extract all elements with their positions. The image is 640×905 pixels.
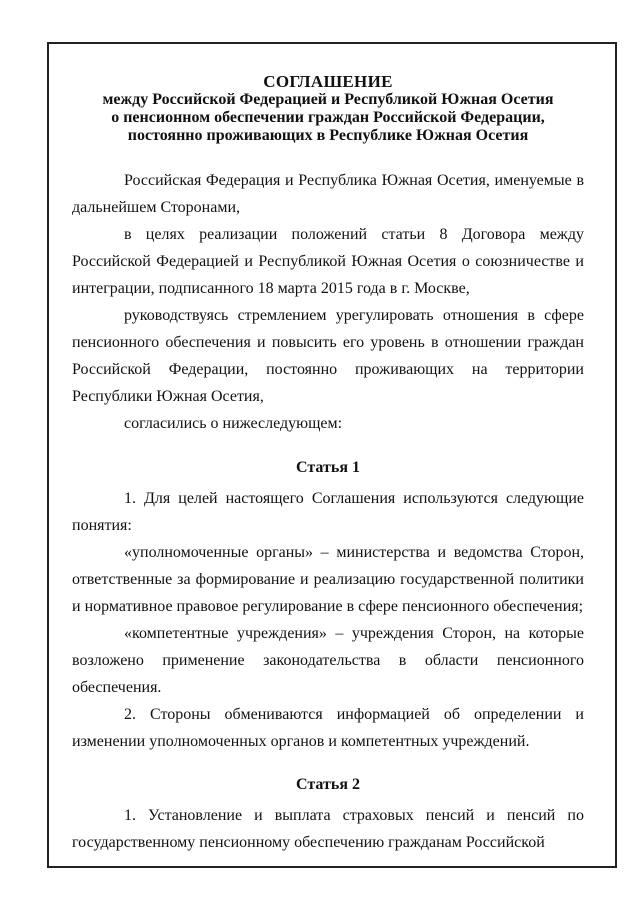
title-line-2: о пенсионном обеспечении граждан Российской Федерации, — [111, 109, 545, 126]
preamble-paragraph: согласились о нижеследующем: — [124, 415, 343, 432]
preamble-paragraph: руководствуясь стремлением урегулировать отношения в сфере пенсионного обеспечения и повысить его уровень в отношении граждан Российской Федерации, постоянно проживающих на территории Республики Южная Осетия, — [72, 307, 584, 405]
preamble-paragraph: Российская Федерация и Республика Южная Осетия, именуемые в дальнейшем Сторонами, — [72, 172, 584, 216]
article-1-paragraph: «компетентные учреждения» – учреждения Сторон, на которые возложено применение законодательства в области пенсионного обеспечения. — [72, 625, 584, 696]
document-title — [72, 73, 584, 145]
title-main: СОГЛАШЕНИЕ — [263, 72, 393, 91]
article-1-paragraph: 2. Стороны обмениваются информацией об определении и изменении уполномоченных органов и компетентных учреждений. — [72, 706, 584, 750]
document-body — [72, 73, 584, 856]
article-1-paragraph: «уполномоченные органы» – министерства и ведомства Сторон, ответственные за формирование и реализацию государственной политики и нормативное правовое регулирование в сфере пенсионного обеспечения; — [72, 544, 584, 615]
preamble-paragraph: в целях реализации положений статьи 8 Договора между Российской Федерацией и Республикой Южная Осетия о союзничестве и интеграции, подписанного 18 марта 2015 года в г. Москве, — [72, 226, 584, 297]
article-2-heading: Статья 2 — [296, 776, 360, 793]
article-1-heading: Статья 1 — [296, 459, 360, 476]
article-2-paragraph: 1. Установление и выплата страховых пенсий и пенсий по государственному пенсионному обеспечению гражданам Российской — [72, 807, 584, 851]
article-1-paragraph: 1. Для целей настоящего Соглашения используются следующие понятия: — [72, 490, 584, 534]
title-line-3: постоянно проживающих в Республике Южная Осетия — [127, 127, 529, 144]
title-line-1: между Российской Федерацией и Республикой Южная Осетия — [102, 91, 554, 108]
